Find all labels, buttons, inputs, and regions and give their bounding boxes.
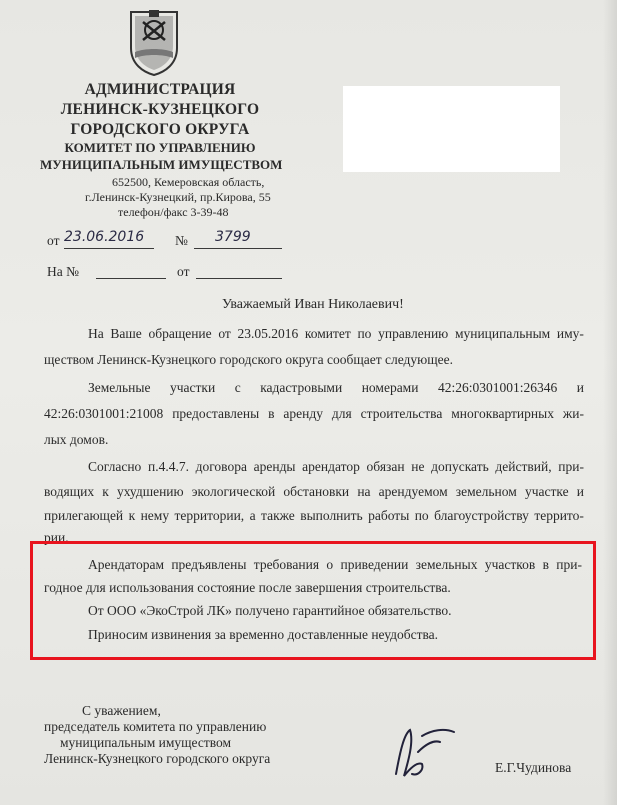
paragraph-4-line-2: годное для использования состояние после завершения строительства. xyxy=(44,580,451,595)
paragraph-1-line-1: На Ваше обращение от 23.05.2016 комитет по управлению муниципальным иму- xyxy=(88,326,584,341)
signatory-title-line1: председатель комитета по управлению xyxy=(44,719,267,734)
paragraph-2-line-1: Земельные участки с кадастровыми номерами 42:26:0301001:26346 и xyxy=(88,380,584,395)
phone-fax-line: телефон/факс 3-39-48 xyxy=(118,205,229,219)
paragraph-2-line-3: лых домов. xyxy=(44,432,109,447)
date-label: от xyxy=(47,233,60,248)
reference-number-underline xyxy=(96,278,166,279)
handwritten-number: 3799 xyxy=(215,229,251,245)
paragraph-3-line-3: прилегающей к нему территории, а также выполнить работы по благоустройству террито- xyxy=(44,508,584,523)
number-underline xyxy=(194,248,282,249)
committee-name-line1: КОМИТЕТ ПО УПРАВЛЕНИЮ xyxy=(64,140,256,155)
paragraph-3-line-2: водящих к ухудшению экологической обстановки на арендуемом земельном участке и xyxy=(44,484,584,499)
coat-of-arms-emblem xyxy=(127,8,181,76)
paragraph-4-line-1: Арендаторам предъявлены требования о приведении земельных участков в при- xyxy=(88,557,582,572)
org-name-line3: ГОРОДСКОГО ОКРУГА xyxy=(70,121,250,138)
reference-date-underline xyxy=(196,278,282,279)
signatory-title-line2: муниципальным имуществом xyxy=(60,735,232,750)
address-line2: г.Ленинск-Кузнецкий, пр.Кирова, 55 xyxy=(85,190,271,204)
paragraph-1-line-2: ществом Ленинск-Кузнецкого городского округа сообщает следующее. xyxy=(44,352,453,367)
signatory-title-line3: Ленинск-Кузнецкого городского округа xyxy=(44,751,271,766)
paragraph-2-line-2: 42:26:0301001:21008 предоставлены в аренду для строительства многоквартирных жи- xyxy=(44,406,584,421)
handwritten-signature xyxy=(388,722,458,784)
reference-label: На № xyxy=(47,264,79,279)
org-name-line1: АДМИНИСТРАЦИЯ xyxy=(84,81,236,98)
date-underline xyxy=(64,248,154,249)
committee-name-line2: МУНИЦИПАЛЬНЫМ ИМУЩЕСТВОМ xyxy=(40,157,283,172)
closing-phrase: С уважением, xyxy=(82,703,161,718)
paragraph-3-line-1: Согласно п.4.4.7. договора аренды арендатор обязан не допускать действий, при- xyxy=(88,459,584,474)
paragraph-3-line-4: рии. xyxy=(44,530,69,545)
handwritten-date: 23.06.2016 xyxy=(64,229,145,245)
salutation: Уважаемый Иван Николаевич! xyxy=(222,297,404,312)
address-line1: 652500, Кемеровская область, xyxy=(112,175,265,189)
redacted-addressee-block xyxy=(343,86,560,172)
paragraph-5: От ООО «ЭкоСтрой ЛК» получено гарантийное обязательство. xyxy=(88,603,452,618)
number-label: № xyxy=(175,233,188,248)
signatory-name: Е.Г.Чудинова xyxy=(495,760,572,775)
paragraph-6: Приносим извинения за временно доставленные неудобства. xyxy=(88,627,439,642)
reference-date-label: от xyxy=(177,264,190,279)
org-name-line2: ЛЕНИНСК-КУЗНЕЦКОГО xyxy=(60,101,260,118)
